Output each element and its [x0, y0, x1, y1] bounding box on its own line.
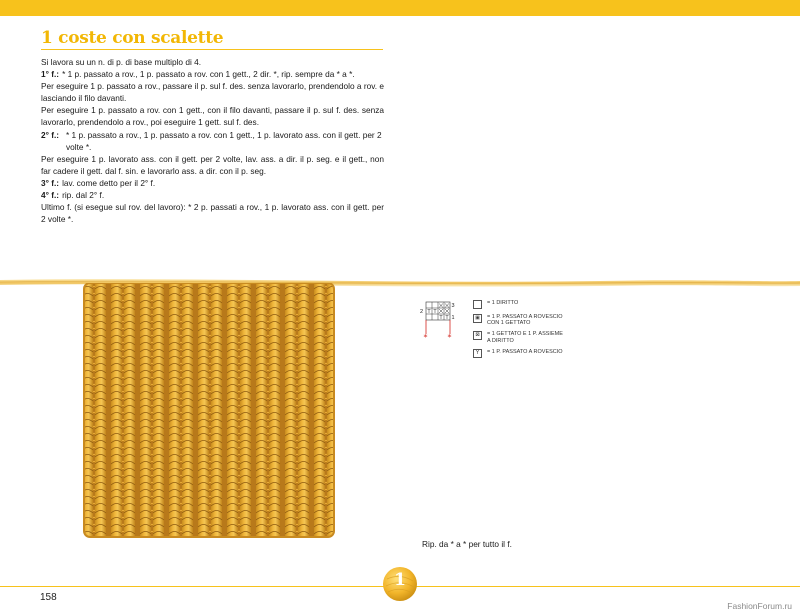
repeat-marker-right: * [447, 333, 452, 342]
row-2-instruction [41, 129, 384, 153]
legend-text: = 1 P. PASSATO A ROVESCIO [487, 348, 563, 355]
legend-text: = 1 GETTATO E 1 P. ASSIEME A DIRITTO [487, 331, 563, 344]
knit-together-symbol-icon: ⊠ [473, 331, 482, 340]
page-title: 1 coste con scalette [41, 28, 224, 48]
para-slip-yo: Per eseguire 1 p. passato a rov. con 1 gett., con il filo davanti, passare il p. sul f. des. senza lavorarlo, prendendolo a rov., poi eseguire 1 gett. sul f. des. [41, 105, 384, 128]
legend-item-slip-yo [473, 314, 563, 327]
row-4-text: rip. dal 2° f. [62, 190, 105, 201]
repeat-note: Rip. da * a * per tutto il f. [422, 539, 512, 549]
legend-item-k2tog [473, 331, 563, 344]
top-color-band [0, 0, 800, 16]
chart-legend [473, 300, 563, 362]
knit-symbol-icon [473, 300, 482, 309]
legend-item-knit [473, 300, 563, 309]
chart-row-label-1: 1 [451, 315, 455, 321]
para-slip-purl: Per eseguire 1 p. passato a rov., passare il p. sul f. des. senza lavorarlo, prendendolo a rov. e lasciando il filo davanti. [41, 81, 384, 104]
row-3-instruction [41, 177, 384, 189]
last-row-instruction: Ultimo f. (si esegue sul rov. del lavoro): * 2 p. passati a rov., 1 p. lavorato ass. con il gett. per 2 volte *. [41, 202, 384, 225]
legend-text: = 1 DIRITTO [487, 300, 519, 306]
instructions-text [41, 56, 384, 225]
row-2-label: 2° f.: [41, 129, 60, 140]
pattern-number: 1 [394, 570, 406, 590]
row-3-label: 3° f.: [41, 177, 60, 188]
title-underline [41, 49, 383, 50]
page-number: 158 [40, 592, 57, 603]
knit-swatch-image [80, 283, 338, 541]
slip-purl-symbol-icon: Y [473, 349, 482, 358]
row-4-label: 4° f.: [41, 190, 60, 201]
chart-grid [426, 302, 450, 320]
row-3-text: lav. come detto per il 2° f. [62, 177, 156, 188]
repeat-marker-left: * [423, 333, 428, 342]
row-1-instruction [41, 68, 384, 80]
para-knit-together: Per eseguire 1 p. lavorato ass. con il gett. per 2 volte, lav. ass. a dir. il p. seg. e il gett., non far cadere il gett. dal f. sin. e lavorarlo ass. a dir. con il p. seg. [41, 153, 384, 176]
row-1-label: 1° f.: [41, 69, 60, 80]
legend-item-slip-purl [473, 349, 563, 358]
row-1-text: * 1 p. passato a rov., 1 p. passato a rov. con 1 gett., 2 dir. *, rip. sempre da * a *. [62, 69, 355, 80]
intro-line: Si lavora su un n. di p. di base multiplo di 4. [41, 57, 202, 67]
row-4-instruction [41, 189, 384, 201]
legend-text: = 1 P. PASSATO A ROVESCIO CON 1 GETTATO [487, 313, 563, 326]
chart-row-label-3: 3 [451, 303, 455, 309]
watermark: FashionForum.ru [727, 601, 792, 611]
row-2-text: * 1 p. passato a rov., 1 p. passato a rov. con 1 gett., 1 p. lavorato ass. con il gett. per 2 volte *. [66, 129, 382, 152]
chart-row-label-2: 2 [420, 309, 424, 315]
slip-yarnover-symbol-icon: ▣ [473, 314, 482, 323]
